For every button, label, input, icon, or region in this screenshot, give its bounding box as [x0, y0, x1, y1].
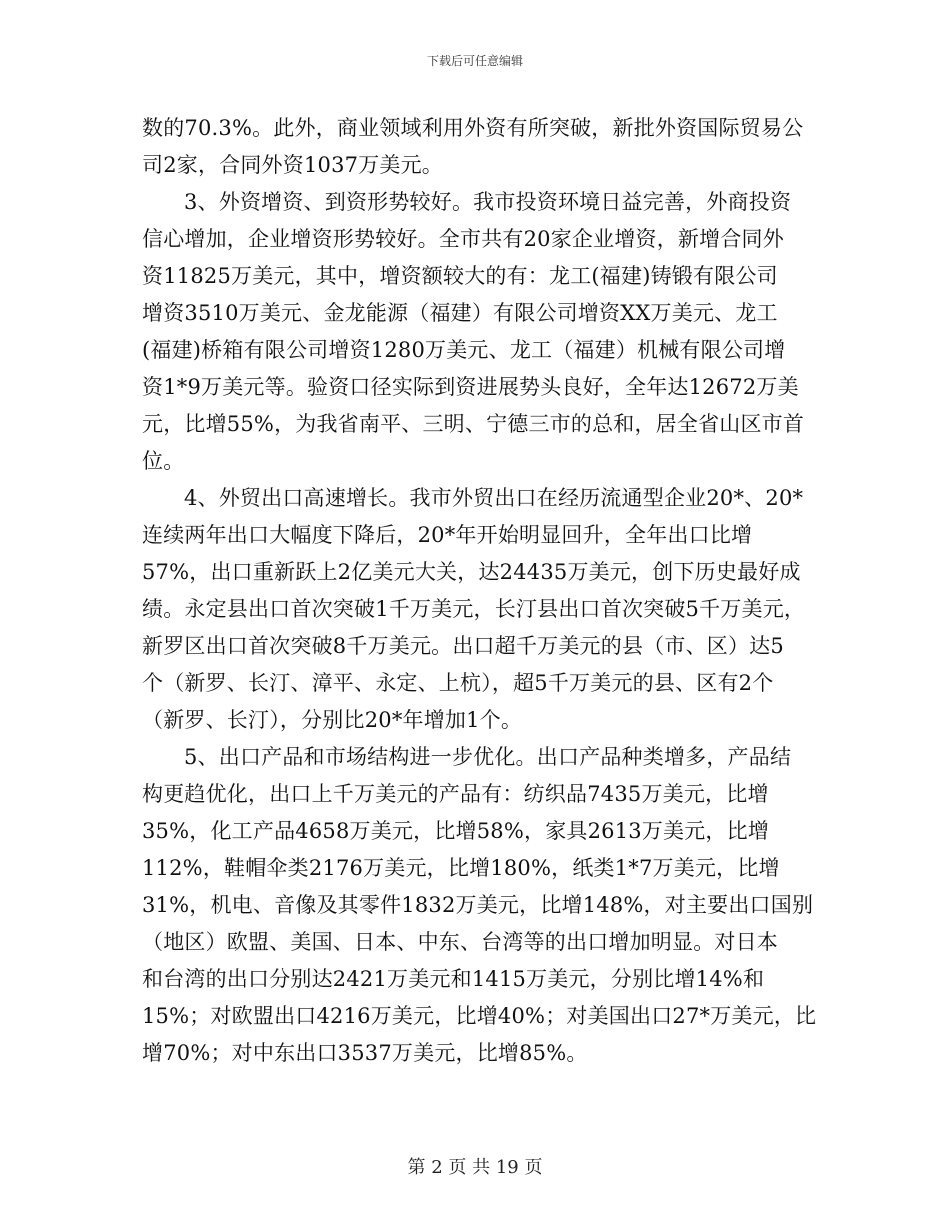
text-line: （新罗、长汀），分别比20*年增加1个。 [142, 708, 523, 732]
text-line: 112%，鞋帽伞类2176万美元，比增180%，纸类1*7万美元，比增 [142, 856, 780, 880]
text-line: 新罗区出口首次突破8千万美元。出口超千万美元的县（市、区）达5 [142, 634, 784, 658]
text-line: 57%，出口重新跃上2亿美元大关，达24435万美元，创下历史最好成 [142, 560, 801, 584]
text-line: 信心增加，企业增资形势较好。全市共有20家企业增资，新增合同外 [142, 227, 784, 251]
text-line: （地区）欧盟、美国、日本、中东、台湾等的出口增加明显。对日本 [142, 930, 778, 954]
text-line: 绩。永定县出口首次突破1千万美元，长汀县出口首次突破5千万美元， [142, 597, 806, 621]
text-line: 构更趋优化，出口上千万美元的产品有：纺织品7435万美元，比增 [142, 782, 769, 806]
page-header: 下载后可任意编辑 [426, 54, 523, 68]
text-line: 资11825万美元，其中，增资额较大的有：龙工(福建)铸锻有限公司 [142, 264, 778, 288]
text-line: 5、出口产品和市场结构进一步优化。出口产品种类增多，产品结 [184, 745, 792, 769]
text-line: 个（新罗、长汀、漳平、永定、上杭），超5千万美元的县、区有2个 [142, 671, 774, 695]
text-line: (福建)桥箱有限公司增资1280万美元、龙工（福建）机械有限公司增 [142, 338, 786, 362]
text-line: 位。 [142, 449, 185, 473]
paragraph [142, 110, 810, 184]
text-line: 数的70.3%。此外，商业领域利用外资有所突破，新批外资国际贸易公 [142, 116, 804, 140]
paragraph [142, 184, 810, 480]
text-line: 35%，化工产品4658万美元，比增58%，家具2613万美元，比增 [142, 819, 770, 843]
text-line: 增资3510万美元、金龙能源（福建）有限公司增资XX万美元、龙工 [142, 301, 778, 325]
text-line: 元，比增55%，为我省南平、三明、宁德三市的总和，居全省山区市首 [142, 412, 805, 436]
text-line: 15%；对欧盟出口4216万美元，比增40%；对美国出口27*万美元，比 [142, 1004, 817, 1028]
paragraph [142, 739, 817, 1072]
text-line: 资1*9万美元等。验资口径实际到资进展势头良好，全年达12672万美 [142, 375, 799, 399]
text-line: 司2家，合同外资1037万美元。 [142, 153, 444, 177]
paragraph [142, 480, 810, 739]
text-line: 增70%；对中东出口3537万美元，比增85%。 [142, 1041, 588, 1065]
text-line: 4、外贸出口高速增长。我市外贸出口在经历流通型企业20*、20* [184, 486, 804, 510]
document-body [142, 110, 817, 1072]
text-line: 3、外资增资、到资形势较好。我市投资环境日益完善，外商投资 [184, 190, 792, 214]
page-footer: 第 2 页 共 19 页 [407, 1157, 543, 1178]
text-line: 31%，机电、音像及其零件1832万美元，比增148%，对主要出口国别 [142, 893, 814, 917]
text-line: 和台湾的出口分别达2421万美元和1415万美元，分别比增14%和 [142, 967, 765, 991]
text-line: 连续两年出口大幅度下降后，20*年开始明显回升，全年出口比增 [142, 523, 753, 547]
